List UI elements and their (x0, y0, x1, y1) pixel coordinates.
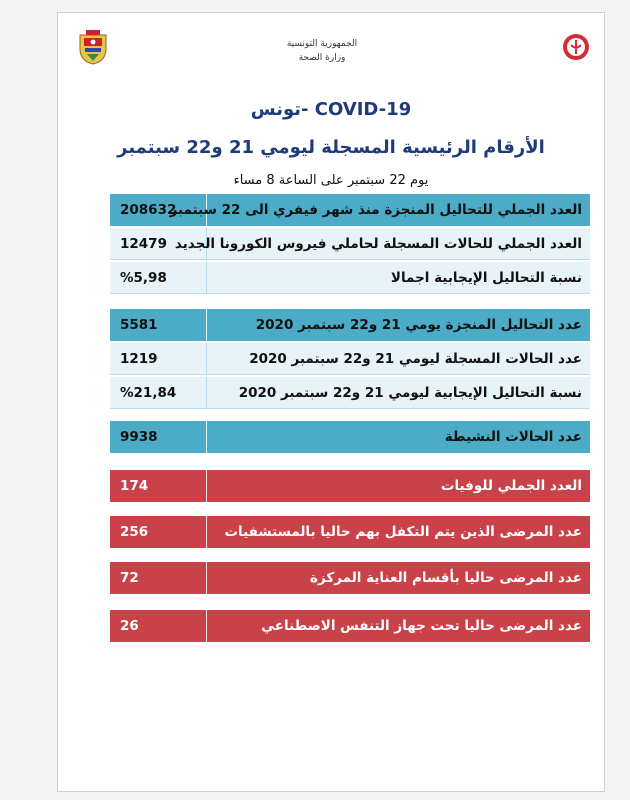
stat-row-positivity-overall (110, 262, 590, 294)
stat-label: العدد الجملي للحالات المسجلة لحاملي فيروس الكورونا الجديد (206, 228, 590, 259)
report-date: يوم 22 سبتمبر على الساعة 8 مساء (233, 173, 429, 188)
stat-label: عدد المرضى الذين يتم التكفل بهم حاليا بالمستشفيات (206, 516, 590, 548)
health-ministry-logo-icon (562, 33, 590, 61)
stat-value: 1219 (120, 350, 158, 367)
bulletin-sheet (57, 12, 605, 792)
stat-row-daily-tests (110, 309, 590, 341)
stat-label: العدد الجملي للتحاليل المنجزة منذ شهر فيفري الى 22 سبتمبر (206, 194, 590, 226)
ministry-health-name: وزارة الصحة (298, 53, 346, 63)
stat-value: 72 (120, 570, 139, 586)
page-title: COVID-19 -تونس (250, 99, 412, 120)
republic-name: الجمهورية التونسية (286, 39, 358, 49)
ministry-name (268, 37, 376, 65)
tunisia-emblem-icon (76, 29, 110, 65)
stat-row-total-cases (110, 228, 590, 260)
stat-row-ventilator (110, 610, 590, 642)
stat-value: %21,84 (120, 384, 177, 401)
stat-label: عدد الحالات المسجلة ليومي 21 و22 سبتمبر 2020 (206, 343, 590, 374)
stat-label: نسبة التحاليل الإيجابية ليومي 21 و22 سبتمبر 2020 (206, 377, 590, 408)
stat-value: 5581 (120, 317, 158, 333)
stat-label: عدد المرضى حاليا تحت جهاز التنفس الاصطناعي (206, 610, 590, 642)
stat-row-daily-positivity (110, 377, 590, 409)
stat-label: عدد التحاليل المنجزة يومي 21 و22 سبتمبر 2020 (206, 309, 590, 341)
stat-value: 208632 (120, 202, 177, 218)
page-subtitle: الأرقام الرئيسية المسجلة ليومي 21 و22 سبتمبر (117, 137, 545, 158)
stat-row-daily-cases (110, 343, 590, 375)
stat-label: عدد الحالات النشيطة (206, 421, 590, 453)
stat-value: %5,98 (120, 269, 167, 286)
stat-value: 12479 (120, 235, 167, 252)
stat-value: 9938 (120, 429, 158, 445)
stat-value: 26 (120, 618, 139, 634)
stat-row-icu (110, 562, 590, 594)
stat-value: 256 (120, 524, 149, 540)
stat-row-deaths (110, 470, 590, 502)
stat-label: عدد المرضى حاليا بأقسام العناية المركزة (206, 562, 590, 594)
stat-row-hospitalized (110, 516, 590, 548)
stat-row-active-cases (110, 421, 590, 453)
header (58, 13, 604, 93)
stat-label: نسبة التحاليل الإيجابية اجمالا (206, 262, 590, 293)
stat-row-total-tests (110, 194, 590, 226)
stat-label: العدد الجملي للوفيات (206, 470, 590, 502)
stat-value: 174 (120, 478, 149, 494)
